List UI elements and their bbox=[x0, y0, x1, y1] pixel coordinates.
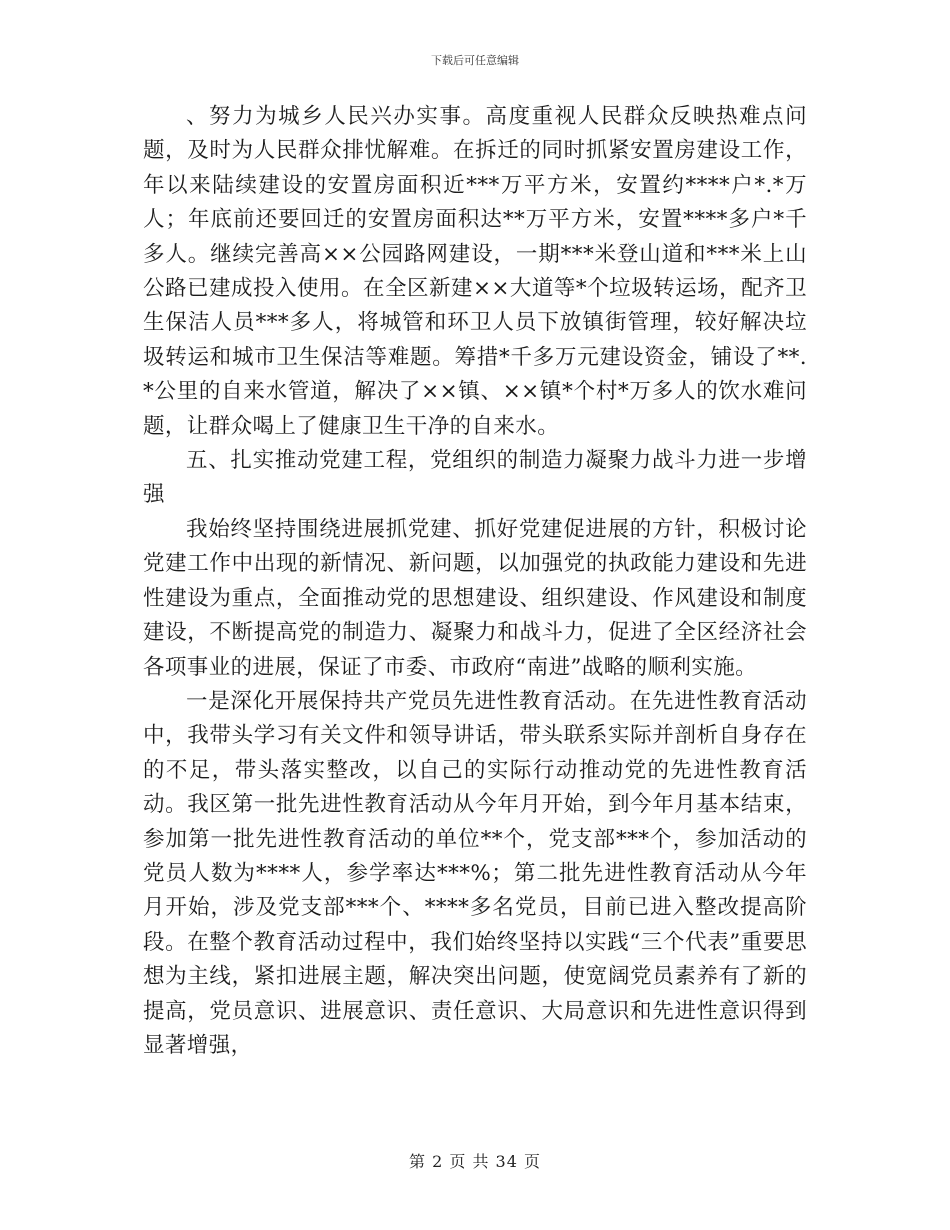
paragraph-public-works: 、努力为城乡人民兴办实事。高度重视人民群众反映热难点问题，及时为人民群众排忧解难。在拆迁的同时抓紧安置房建设工作，年以来陆续建设的安置房面积近***万平方米，安置约****户*.*万人；年底前还要回迁的安置房面积达**万平方米，安置****多户*千多人。继续完善高××公园路网建设，一期***米登山道和***米上山公路已建成投入使用。在全区新建××大道等*个垃圾转运场，配齐卫生保洁人员***多人，将城管和环卫人员下放镇街管理，较好解决垃圾转运和城市卫生保洁等难题。筹措*千多万元建设资金，铺设了**.*公里的自来水管道，解决了××镇、××镇*个村*万多人的饮水难问题，让群众喝上了健康卫生干净的自来水。 bbox=[143, 104, 807, 439]
paragraph-party-building-overview: 我始终坚持围绕进展抓党建、抓好党建促进展的方针，积极讨论党建工作中出现的新情况、新问题，以加强党的执政能力建设和先进性建设为重点，全面推动党的思想建设、组织建设、作风建设和制度建设，不断提高党的制造力、凝聚力和战斗力，促进了全区经济社会各项事业的进展，保证了市委、市政府“南进”战略的顺利实施。 bbox=[143, 516, 807, 680]
paragraph-education-activity: 一是深化开展保持共产党员先进性教育活动。在先进性教育活动中，我带头学习有关文件和领导讲话，带头联系实际并剖析自身存在的不足，带头落实整改，以自己的实际行动推动党的先进性教育活动。我区第一批先进性教育活动从今年月开始，到今年月基本结束，参加第一批先进性教育活动的单位**个，党支部***个，参加活动的党员人数为****人，参学率达***%；第二批先进性教育活动从今年月开始，涉及党支部***个、****多名党员，目前已进入整改提高阶段。在整个教育活动过程中，我们始终坚持以实践“三个代表”重要思想为主线，紧扣进展主题，解决突出问题，使宽阔党员素养有了新的提高，党员意识、进展意识、责任意识、大局意识和先进性意识得到显著增强， bbox=[143, 688, 807, 1058]
document-body bbox=[143, 100, 807, 1063]
section-heading-party-building: 五、扎实推动党建工程，党组织的制造力凝聚力战斗力进一步增强 bbox=[143, 448, 807, 508]
page-number: 第 2 页 共 34 页 bbox=[409, 1152, 541, 1171]
page-header-note: 下载后可任意编辑 bbox=[431, 54, 519, 67]
